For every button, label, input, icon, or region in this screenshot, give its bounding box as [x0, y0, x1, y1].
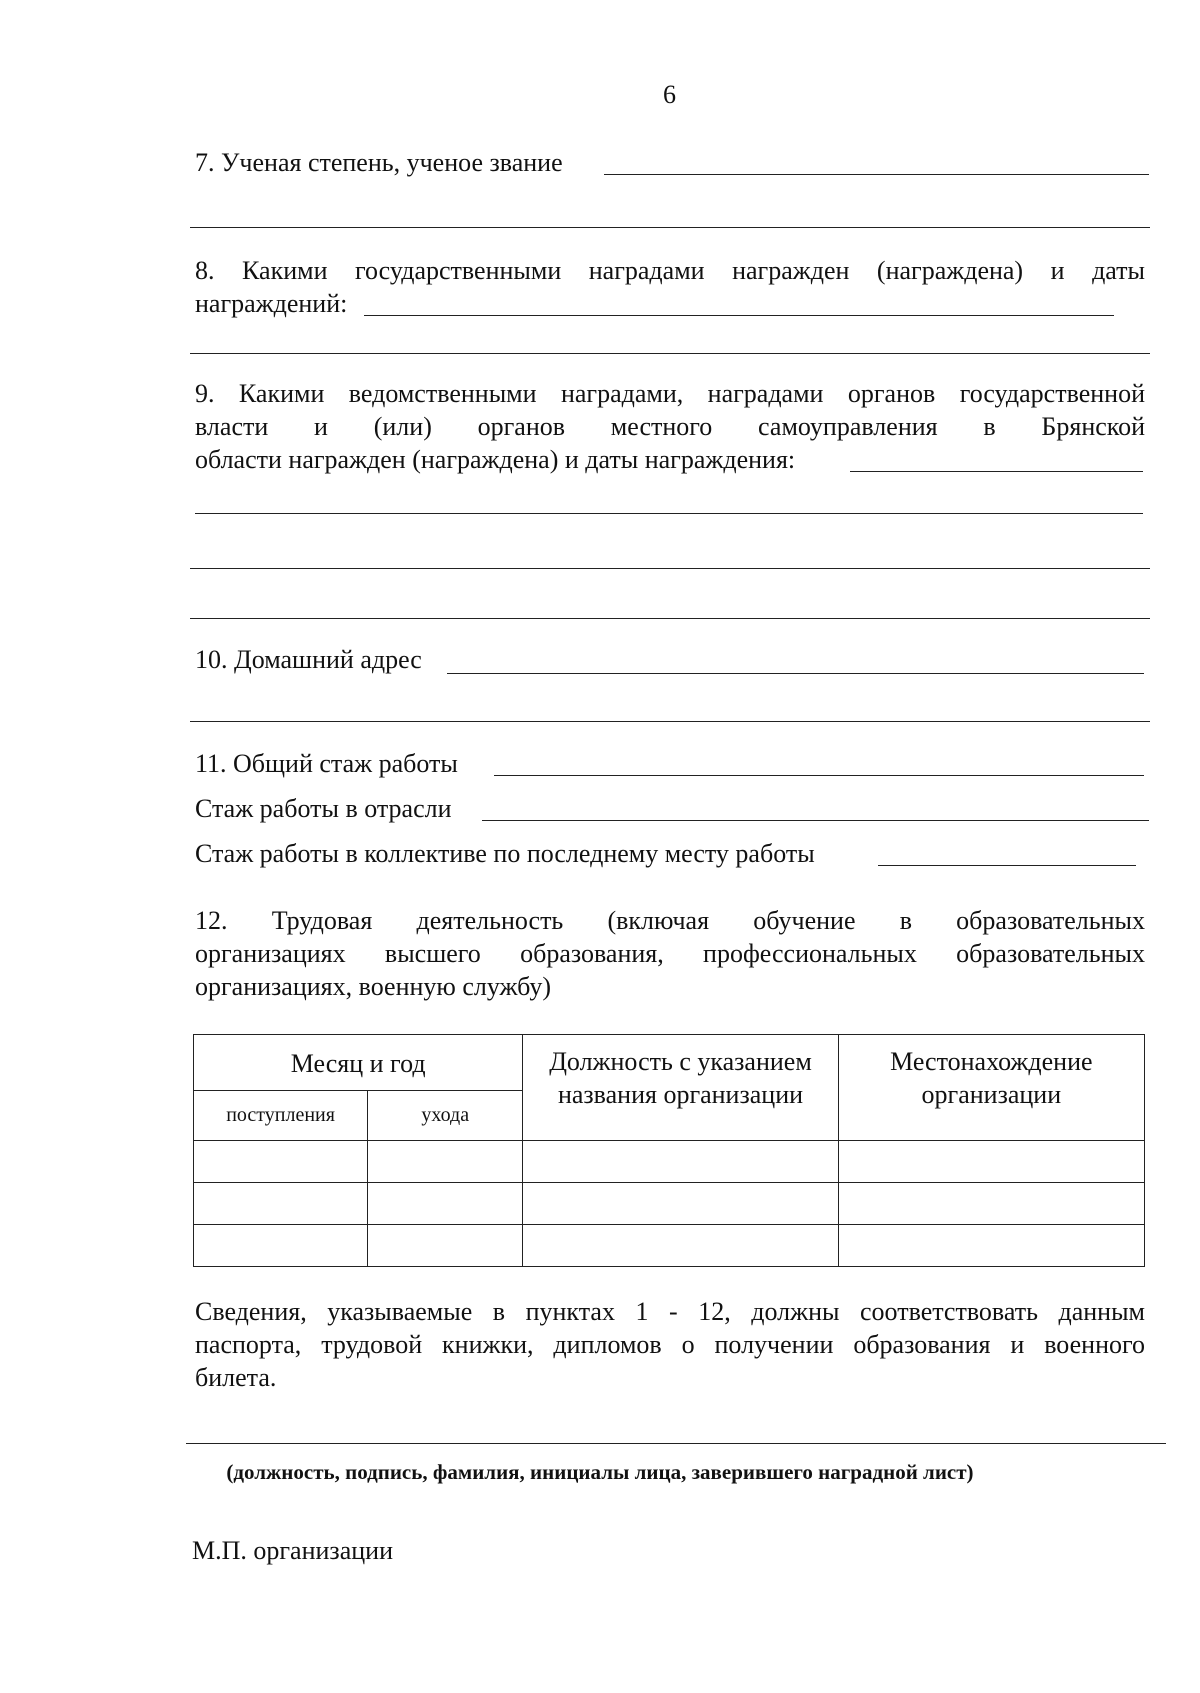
note-line3: билета.	[195, 1363, 277, 1392]
item11-industry-input-line[interactable]	[482, 820, 1149, 821]
item7-input-line-2[interactable]	[190, 227, 1150, 228]
item7-input-line[interactable]	[604, 174, 1149, 175]
item8-line1: 8. Какими государственными наградами награжден (награждена) и даты	[195, 256, 1145, 285]
table-cell-entry[interactable]	[194, 1183, 368, 1225]
table-cell-position[interactable]	[523, 1225, 838, 1267]
item12-line1: 12. Трудовая деятельность (включая обучение в образовательных	[195, 906, 1145, 935]
item9-input-line-4[interactable]	[190, 618, 1150, 619]
item12-line3: организациях, военную службу)	[195, 972, 552, 1001]
table-cell-exit[interactable]	[368, 1141, 523, 1183]
table-cell-location[interactable]	[838, 1141, 1144, 1183]
header-exit: ухода	[368, 1091, 523, 1141]
item10-label: 10. Домашний адрес	[195, 645, 422, 674]
table-cell-entry[interactable]	[194, 1225, 368, 1267]
table-cell-position[interactable]	[523, 1183, 838, 1225]
signature-caption: (должность, подпись, фамилия, инициалы лица, заверившего наградной лист)	[226, 1460, 974, 1484]
item10-input-line[interactable]	[447, 673, 1144, 674]
seal-label: М.П. организации	[192, 1536, 393, 1565]
table-row	[194, 1225, 1145, 1267]
table-cell-location[interactable]	[838, 1183, 1144, 1225]
item11-team-label: Стаж работы в коллективе по последнему месту работы	[195, 839, 815, 868]
item11-total-input-line[interactable]	[494, 775, 1144, 776]
header-month-year: Месяц и год	[194, 1035, 523, 1091]
page-number: 6	[663, 80, 676, 109]
item10-input-line-2[interactable]	[190, 721, 1150, 722]
item8-input-line-2[interactable]	[190, 353, 1150, 354]
item9-input-line-2[interactable]	[195, 513, 1143, 514]
item8-line2: награждений:	[195, 289, 348, 318]
table-cell-exit[interactable]	[368, 1183, 523, 1225]
signature-line[interactable]	[186, 1443, 1166, 1444]
item9-line2: власти и (или) органов местного самоуправления в Брянской	[195, 412, 1145, 441]
item9-line3: области награжден (награждена) и даты награждения:	[195, 445, 796, 474]
item9-input-line-3[interactable]	[190, 568, 1150, 569]
item11-team-input-line[interactable]	[878, 865, 1136, 866]
header-location: Местонахождение организации	[838, 1035, 1144, 1141]
table-row	[194, 1183, 1145, 1225]
item11-total-label: 11. Общий стаж работы	[195, 749, 458, 778]
item7-label: 7. Ученая степень, ученое звание	[195, 148, 563, 177]
item8-input-line[interactable]	[364, 315, 1114, 316]
header-entry: поступления	[194, 1091, 368, 1141]
table-cell-exit[interactable]	[368, 1225, 523, 1267]
table-cell-location[interactable]	[838, 1225, 1144, 1267]
item12-line2: организациях высшего образования, профессиональных образовательных	[195, 939, 1145, 968]
item11-industry-label: Стаж работы в отрасли	[195, 794, 452, 823]
item9-input-line[interactable]	[850, 471, 1143, 472]
item9-line1: 9. Какими ведомственными наградами, наградами органов государственной	[195, 379, 1145, 408]
note-line1: Сведения, указываемые в пунктах 1 - 12, должны соответствовать данным	[195, 1297, 1145, 1326]
header-position: Должность с указанием названия организации	[523, 1035, 838, 1141]
table-row	[194, 1141, 1145, 1183]
table-cell-position[interactable]	[523, 1141, 838, 1183]
table-cell-entry[interactable]	[194, 1141, 368, 1183]
work-history-table	[193, 1034, 1145, 1267]
note-line2: паспорта, трудовой книжки, дипломов о получении образования и военного	[195, 1330, 1145, 1359]
